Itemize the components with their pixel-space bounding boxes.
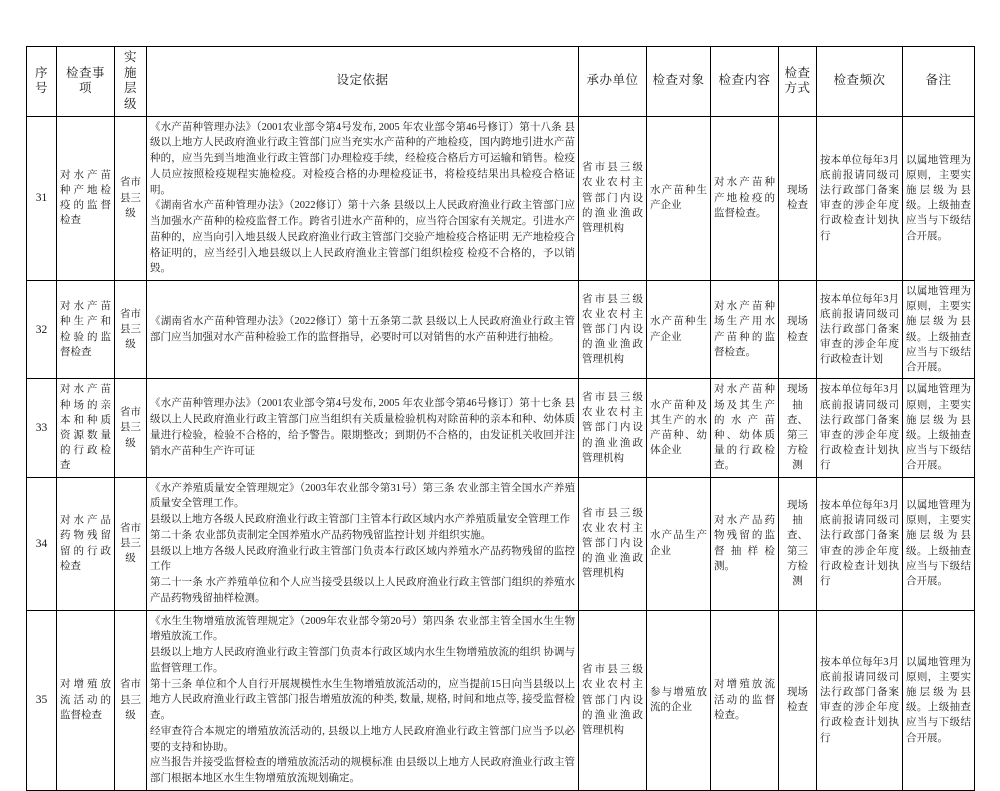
cell-inspection-object: 参与增殖放流的企业 [647, 610, 711, 790]
table-row [27, 379, 975, 477]
legal-basis-paragraph: 县级以上地方各级人民政府渔业行政主管部门主管本行政区域内水产养殖质量安全管理工作 [150, 514, 570, 526]
cell-legal-basis [147, 379, 579, 477]
cell-implementation-level: 省市县三级 [115, 116, 147, 281]
cell-inspection-frequency: 按本单位每年3月底前报请同级司法行政部门备案审查的涉企年度行政检查计划执行 [817, 610, 903, 790]
cell-inspection-content: 对水产品药物残留的监督抽样检测。 [711, 477, 779, 610]
table-row [27, 116, 975, 281]
cell-implementation-level: 省市县三级 [115, 610, 147, 790]
cell-remark: 以属地管理为原则，主要实施层级为县级。上级抽查应当与下级结合开展。 [903, 379, 975, 477]
cell-sequence: 33 [27, 379, 57, 477]
cell-inspection-content: 对增殖放流活动的监督检查。 [711, 610, 779, 790]
cell-remark: 以属地管理为原则，主要实施层级为县级。上级抽查应当与下级结合开展。 [903, 116, 975, 281]
legal-basis-paragraph: 应当报告并接受监督检查的增殖放流活动的规模标准 由县级以上地方人民政府渔业行政主管部门根据本地区水生生物增殖放流规划确定。 [150, 757, 575, 785]
cell-inspection-object: 水产苗种及其生产的水产苗种、幼体企业 [647, 379, 711, 477]
cell-inspection-item: 对水产苗种场的亲本和种质资源数量的行政检查 [57, 379, 115, 477]
inspection-items-table [26, 46, 975, 791]
table-body [27, 116, 975, 790]
legal-basis-paragraph: 《水生生物增殖放流管理规定》（2009年农业部令第20号）第四条 农业部主管全国水生生物增殖放流工作。 [150, 615, 575, 643]
cell-legal-basis [147, 116, 579, 281]
cell-sequence: 32 [27, 281, 57, 379]
cell-implementation-level: 省市县三级 [115, 477, 147, 610]
table-header [27, 47, 975, 117]
col-header-method: 检查方式 [779, 47, 817, 117]
cell-inspection-method: 现场抽查、第三方检测 [779, 477, 817, 610]
legal-basis-paragraph: 县级以上地方人民政府渔业行政主管部门负责本行政区域内水生生物增殖放流的组织 协调与监督管理工作。 [150, 647, 575, 674]
cell-remark: 以属地管理为原则，主要实施层级为县级。上级抽查应当与下级结合开展。 [903, 477, 975, 610]
cell-implementation-level: 省市县三级 [115, 281, 147, 379]
col-header-unit: 承办单位 [579, 47, 647, 117]
cell-inspection-content: 对水产苗种场及其生产的水产苗种、幼体质量的行政检查。 [711, 379, 779, 477]
legal-basis-paragraph: 《水产苗种管理办法》（2001农业部令第4号发布, 2005 年农业部令第46号修订）第十七条 县级以上人民政府渔业行政主管部门应当组织有关质量检验机构对除苗种的亲本和种、幼体质量进行检验，检验不合格的，给予警告。限期整改；到期仍不合格的，由发证机关收回并注销水产苗种生产许可证 [150, 398, 575, 457]
cell-legal-basis [147, 610, 579, 790]
cell-responsible-unit: 省市县三级农业农村主管部门内设的渔业渔政管理机构 [579, 379, 647, 477]
table-row [27, 477, 975, 610]
legal-basis-paragraph: 《水产苗种管理办法》（2001农业部令第4号发布, 2005 年农业部令第46号修订）第十八条 县级以上地方人民政府渔业行政主管部门应当充实水产苗种的产地检疫，国内跨地引进水产苗种的，应当先到当地渔业行政主管部门办理检疫手续，经检疫合格后方可运输和销售。检疫人员应按照检疫规程实施检疫。对检疫合格的办理检疫证书，将检疫结果出具检疫合格证明。 [150, 121, 575, 196]
legal-basis-paragraph: 《水产养殖质量安全管理规定》（2003年农业部令第31号）第三条 农业部主管全国水产养殖质量安全管理工作。 [150, 482, 575, 510]
cell-responsible-unit: 省市县三级农业农村主管部门内设的渔业渔政管理机构 [579, 281, 647, 379]
legal-basis-paragraph: 第二十一条 水产养殖单位和个人应当接受县级以上人民政府渔业行政主管部门组织的养殖水产品药物残留抽样检测。 [150, 577, 575, 604]
table-header-row [27, 47, 975, 117]
cell-inspection-item: 对增殖放流活动的监督检查 [57, 610, 115, 790]
cell-inspection-content: 对水产苗种场生产用水产苗种的监督检查。 [711, 281, 779, 379]
cell-inspection-object: 水产品生产企业 [647, 477, 711, 610]
col-header-object: 检查对象 [647, 47, 711, 117]
cell-inspection-frequency: 按本单位每年3月底前报请同级司法行政部门备案审查的涉企年度行政检查计划执行 [817, 116, 903, 281]
legal-basis-paragraph: 县级以上地方各级人民政府渔业行政主管部门负责本行政区域内养殖水产品药物残留的监控工作 [150, 545, 575, 573]
cell-inspection-method: 现场检查 [779, 281, 817, 379]
cell-responsible-unit: 省市县三级农业农村主管部门内设的渔业渔政管理机构 [579, 477, 647, 610]
cell-inspection-method: 现场抽查、第三方检测 [779, 379, 817, 477]
legal-basis-paragraph: 《湖南省水产苗种管理办法》（2022修订）第十五条第二款 县级以上人民政府渔业行政主管部门应当加强对水产苗种检验工作的监督指导，必要时可以对销售的水产苗种进行抽检。 [150, 315, 575, 343]
col-header-item: 检查事项 [57, 47, 115, 117]
legal-basis-paragraph: 第二十条 农业部负责制定全国养殖水产品药物残留监控计划 并组织实施。 [150, 529, 492, 541]
cell-sequence: 35 [27, 610, 57, 790]
cell-inspection-object: 水产苗种生产企业 [647, 116, 711, 281]
table-row [27, 610, 975, 790]
cell-inspection-object: 水产苗种生产企业 [647, 281, 711, 379]
cell-inspection-item: 对水产苗种生产和检验的监督检查 [57, 281, 115, 379]
cell-sequence: 34 [27, 477, 57, 610]
cell-inspection-frequency: 按本单位每年3月底前报请同级司法行政部门备案审查的涉企年度行政检查计划执行 [817, 477, 903, 610]
col-header-content: 检查内容 [711, 47, 779, 117]
cell-legal-basis [147, 281, 579, 379]
col-header-frequency: 检查频次 [817, 47, 903, 117]
cell-implementation-level: 省市县三级 [115, 379, 147, 477]
legal-basis-paragraph: 第十三条 单位和个人自行开展规模性水生生物增殖放流活动的，应当提前15日向当县级以上地方人民政府渔业行政主管部门报告增殖放流的种类, 数量, 规格, 时间和地点等, 接受监督检查。 [150, 678, 575, 722]
cell-inspection-item: 对水产苗种产地检疫的监督检查 [57, 116, 115, 281]
cell-remark: 以属地管理为原则，主要实施层级为县级。上级抽查应当与下级结合开展。 [903, 281, 975, 379]
cell-inspection-method: 现场检查 [779, 116, 817, 281]
cell-legal-basis [147, 477, 579, 610]
col-header-level: 实施层级 [115, 47, 147, 117]
table-row [27, 281, 975, 379]
cell-remark: 以属地管理为原则，主要实施层级为县级。上级抽查应当与下级结合开展。 [903, 610, 975, 790]
cell-responsible-unit: 省市县三级农业农村主管部门内设的渔业渔政管理机构 [579, 610, 647, 790]
legal-basis-paragraph: 《湖南省水产苗种管理办法》（2022修订）第十六条 县级以上人民政府渔业行政主管部门应当加强水产苗种的检疫监督工作。跨省引进水产苗种的，应当符合国家有关规定。引进水产苗种的，应当向引入地县级人民政府渔业行政主管部门交验产地检疫合格证明 无产地检疫合格证明的，应当经引入地县级以上人民政府渔业主管部门组织检疫 检疫不合格的，予以销毁。 [150, 200, 575, 275]
legal-basis-paragraph: 经审查符合本规定的增殖放流活动的, 县级以上地方人民政府渔业行政主管部门应当予以必要的支持和协助。 [150, 725, 575, 753]
col-header-remark: 备注 [903, 47, 975, 117]
cell-inspection-method: 现场检查 [779, 610, 817, 790]
cell-responsible-unit: 省市县三级农业农村主管部门内设的渔业渔政管理机构 [579, 116, 647, 281]
col-header-basis: 设定依据 [147, 47, 579, 117]
cell-inspection-content: 对水产苗种产地检疫的监督检查。 [711, 116, 779, 281]
cell-inspection-frequency: 按本单位每年3月底前报请同级司法行政部门备案审查的涉企年度行政检查计划 [817, 281, 903, 379]
cell-inspection-frequency: 按本单位每年3月底前报请同级司法行政部门备案审查的涉企年度行政检查计划执行 [817, 379, 903, 477]
col-header-seq: 序号 [27, 47, 57, 117]
cell-sequence: 31 [27, 116, 57, 281]
cell-inspection-item: 对水产品药物残留留的行政检查 [57, 477, 115, 610]
